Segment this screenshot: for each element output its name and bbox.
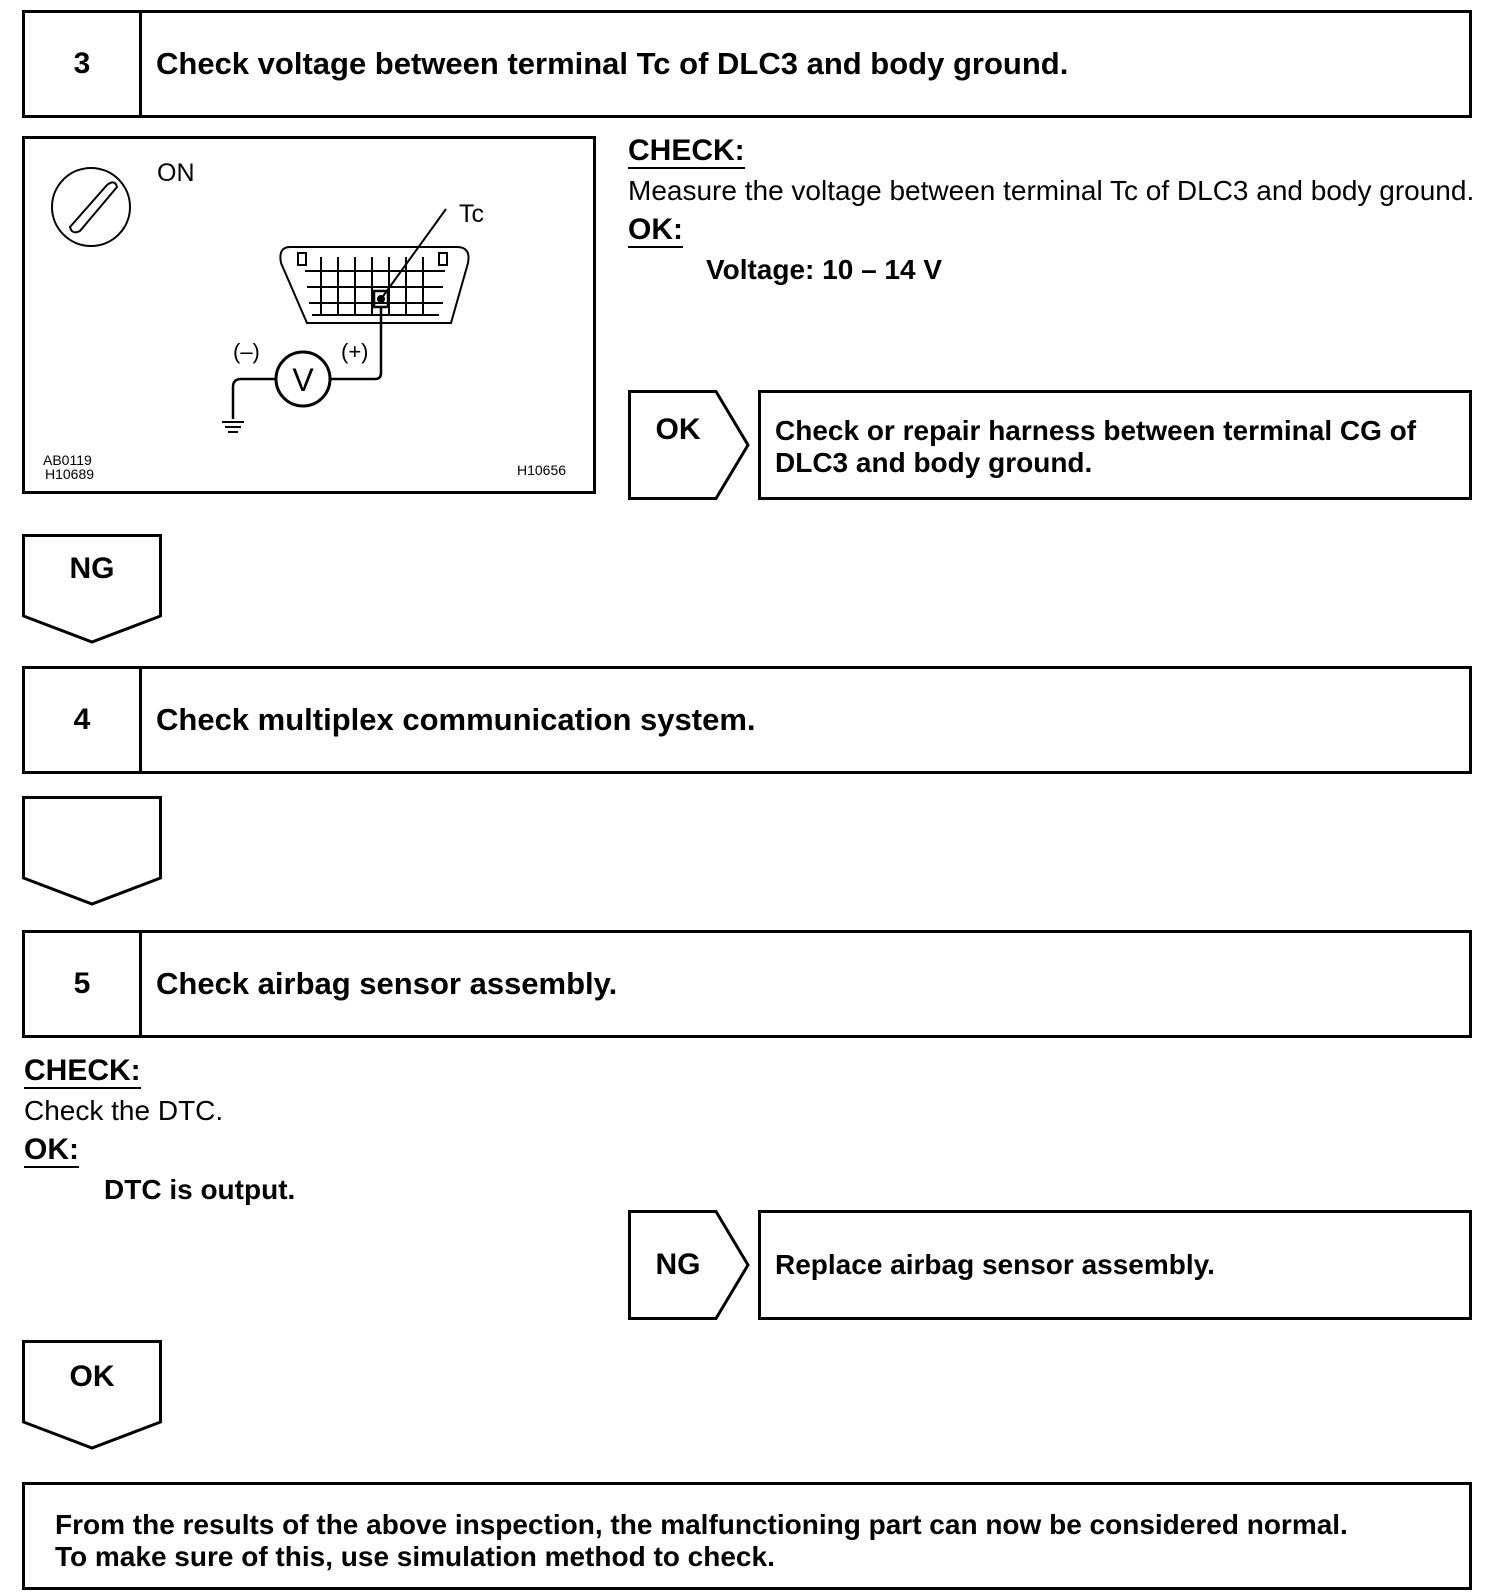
conclusion-line-1: From the results of the above inspection, the malfunctioning part can now be considered normal. xyxy=(55,1509,1348,1540)
ok-branch-action: Check or repair harness between terminal CG of DLC3 and body ground. xyxy=(775,415,1417,478)
step-5-title: Check airbag sensor assembly. xyxy=(156,966,618,1001)
conclusion-line-2: To make sure of this, use simulation method to check. xyxy=(55,1541,775,1572)
ok-spec: Voltage: 10 – 14 V xyxy=(706,254,943,285)
step-3-header xyxy=(22,10,1472,118)
step-3-number: 3 xyxy=(25,13,142,115)
voltmeter-icon xyxy=(276,352,330,406)
ignition-switch-icon xyxy=(52,168,130,246)
continue-down-arrow xyxy=(22,796,162,908)
conclusion-box xyxy=(22,1482,1472,1590)
ng-branch-action-box xyxy=(758,1210,1472,1320)
ignition-on-label: ON xyxy=(157,159,195,187)
minus-label: (–) xyxy=(233,339,260,364)
step-5-check-section xyxy=(24,1054,724,1206)
ng-branch-label: NG xyxy=(655,1248,701,1281)
check-heading: CHECK: xyxy=(24,1054,141,1087)
ng-branch-action: Replace airbag sensor assembly. xyxy=(775,1249,1215,1280)
ground-symbol-icon xyxy=(222,422,244,432)
step-5-header xyxy=(22,930,1472,1038)
plus-label: (+) xyxy=(341,339,369,364)
ng-label: NG xyxy=(69,552,115,585)
ok-label: OK xyxy=(69,1360,115,1393)
ok-branch-arrow xyxy=(628,390,752,500)
figure-code-1: AB0119 xyxy=(43,452,92,468)
step-3-check-section xyxy=(628,134,1480,286)
step-4-header xyxy=(22,666,1472,774)
dlc3-voltage-diagram xyxy=(22,136,596,494)
terminal-tc-label: Tc xyxy=(459,200,484,228)
dlc3-connector-icon xyxy=(280,247,468,323)
ok-spec: DTC is output. xyxy=(104,1174,296,1205)
ng-down-arrow xyxy=(22,534,162,646)
step-3-title: Check voltage between terminal Tc of DLC3 and body ground. xyxy=(156,46,1069,81)
check-text: Measure the voltage between terminal Tc of DLC3 and body ground. xyxy=(628,175,1475,206)
check-heading: CHECK: xyxy=(628,134,745,167)
voltmeter-label: V xyxy=(292,362,314,398)
figure-code-3: H10656 xyxy=(517,462,567,478)
step-4-number: 4 xyxy=(25,669,142,771)
ok-branch-label: OK xyxy=(655,413,701,446)
step-5-number: 5 xyxy=(25,933,142,1035)
check-text: Check the DTC. xyxy=(24,1095,224,1126)
ok-branch-action-box xyxy=(758,390,1472,500)
ok-down-arrow xyxy=(22,1340,162,1452)
figure-code-2: H10689 xyxy=(45,466,95,482)
ok-heading: OK: xyxy=(628,213,683,246)
ng-branch-arrow xyxy=(628,1210,752,1320)
ok-heading: OK: xyxy=(24,1133,79,1166)
step-4-title: Check multiplex communication system. xyxy=(156,702,756,737)
